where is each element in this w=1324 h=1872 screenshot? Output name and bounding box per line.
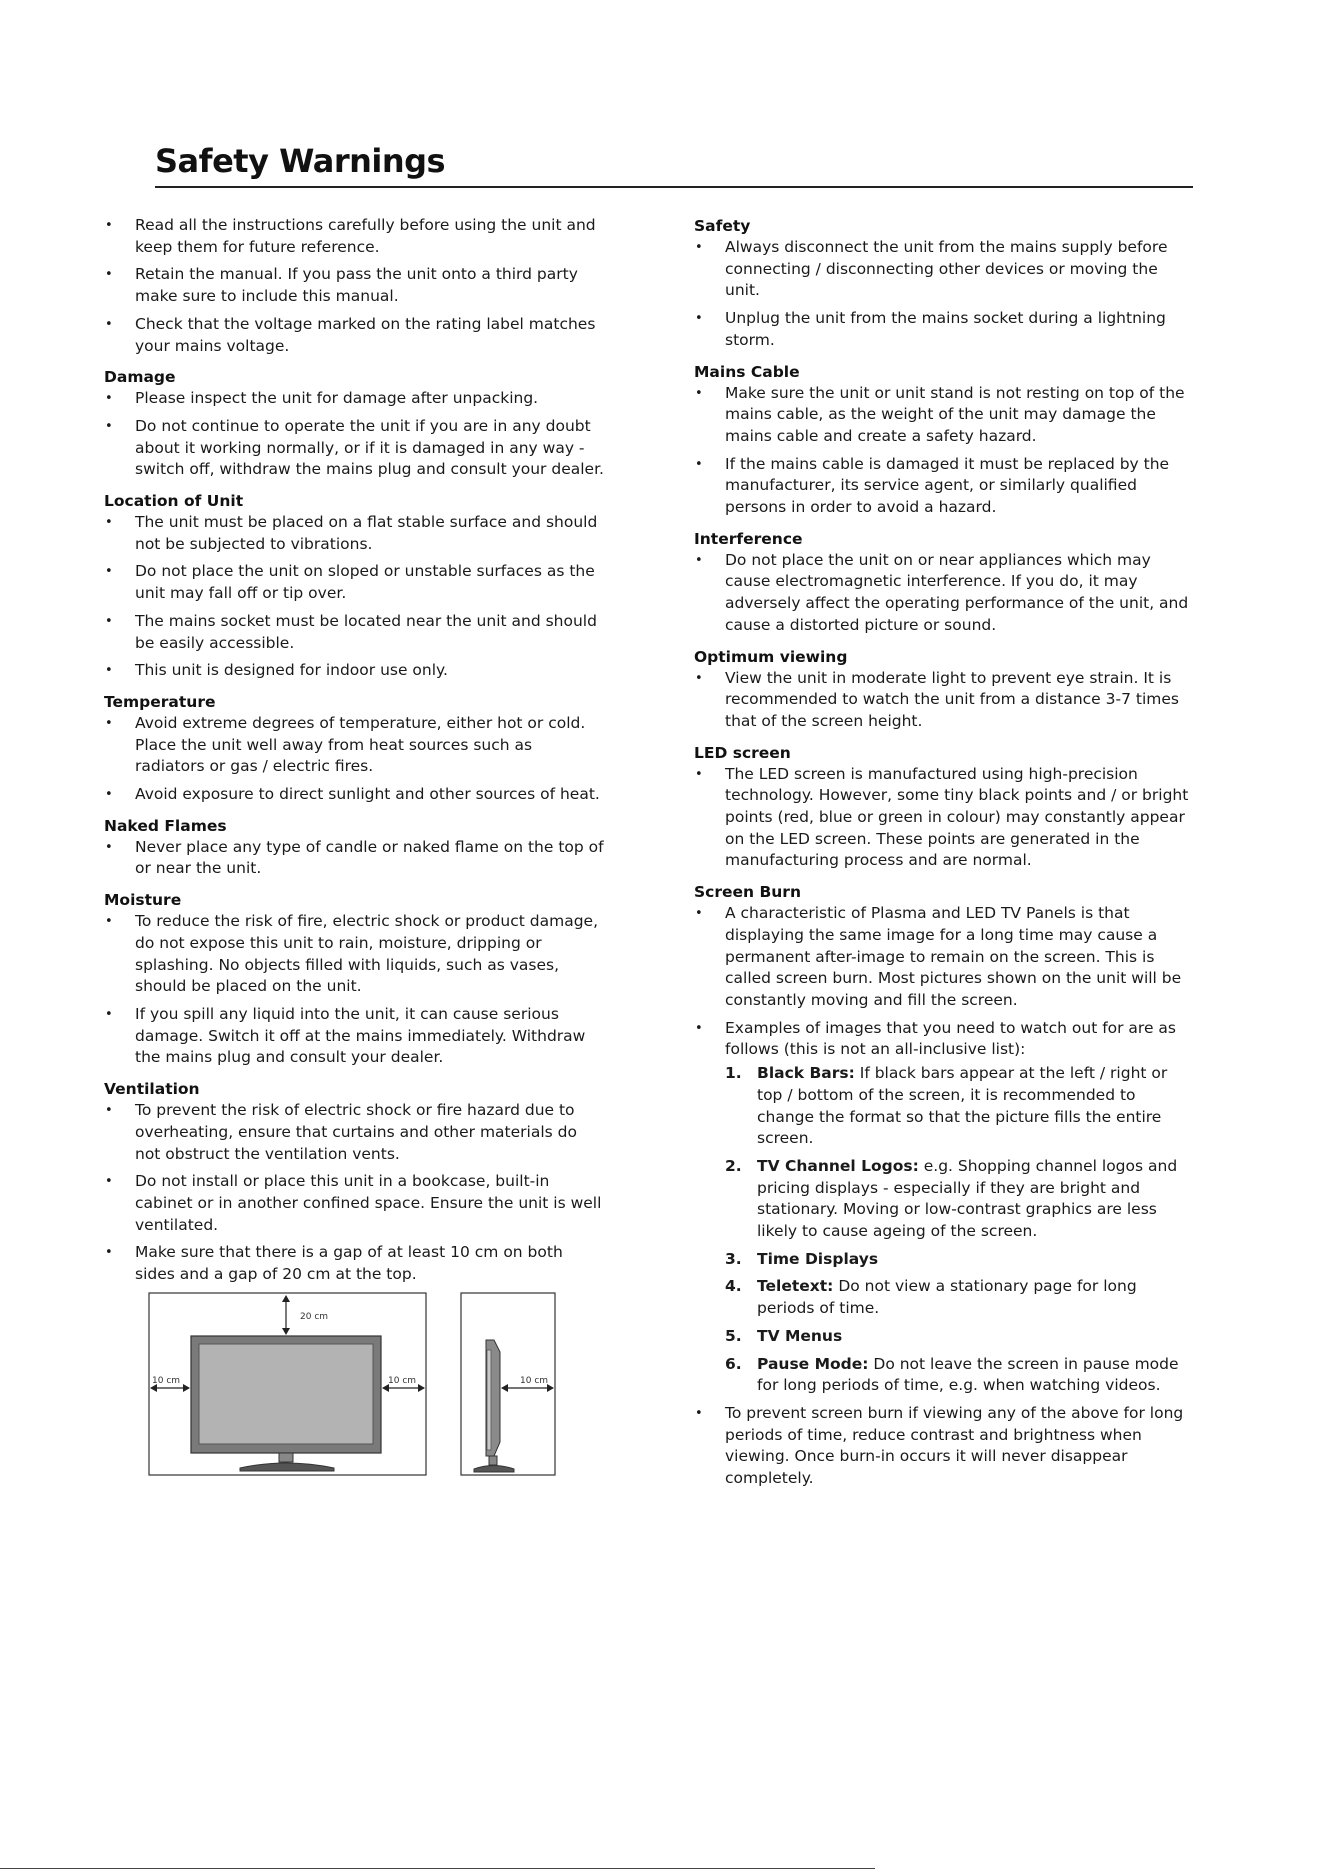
section-heading: Interference	[694, 529, 803, 548]
footer-divider	[0, 1868, 875, 1869]
list-item: • To reduce the risk of fire, electric shock or product damage, do not expose this unit to rain, moisture, dripping or splashing. No objects filled with liquids, such as vases, should be placed on the unit.	[104, 911, 604, 998]
list-item: • Make sure the unit or unit stand is not resting on top of the mains cable, as the weight of the unit may damage the mains cable and create a safety hazard.	[694, 383, 1196, 448]
list-item: • Make sure that there is a gap of at least 10 cm on both sides and a gap of 20 cm at the top.	[104, 1242, 604, 1285]
side-gap-label: 10 cm	[520, 1375, 549, 1386]
item-text: Do not view a stationary page for long periods of time.	[757, 1277, 1137, 1318]
section-heading: Mains Cable	[694, 362, 800, 381]
item-number: 6.	[725, 1354, 742, 1373]
list-item: • To prevent screen burn if viewing any of the above for long periods of time, reduce contrast and brightness when viewing. Once burn-in occurs it will never disappear completely.	[694, 1403, 1196, 1490]
right-gap-arrowhead-right	[418, 1384, 425, 1392]
ventilation-diagram-drawing	[148, 1292, 568, 1476]
section-heading: Location of Unit	[104, 492, 244, 511]
tv-screen	[199, 1344, 373, 1444]
section-heading: Ventilation	[104, 1080, 200, 1099]
moisture-section	[104, 889, 604, 1069]
section-heading: Naked Flames	[104, 816, 227, 835]
item-term: Pause Mode:	[757, 1354, 869, 1373]
list-item: • Retain the manual. If you pass the unit onto a third party make sure to include this manual.	[104, 264, 604, 307]
right-gap-label: 10 cm	[388, 1375, 417, 1386]
numbered-item	[725, 1063, 1196, 1150]
list-item: • The LED screen is manufactured using high-precision technology. However, some tiny black points and / or bright points (red, blue or green in colour) may constantly appear on the LED screen. These points are generated in the manufacturing process and are normal.	[694, 764, 1196, 873]
examples-list	[725, 1063, 1196, 1397]
ventilation-diagram	[148, 1292, 568, 1476]
list-item: • Do not install or place this unit in a bookcase, built-in cabinet or in another confined space. Ensure the unit is well ventilated.	[104, 1171, 604, 1236]
item-term: TV Menus	[757, 1326, 843, 1345]
list-item: • Please inspect the unit for damage after unpacking.	[104, 388, 604, 410]
screen-burn-section	[694, 881, 1196, 1490]
numbered-item	[725, 1354, 1196, 1397]
ventilation-section	[104, 1078, 604, 1476]
section-heading: Screen Burn	[694, 883, 801, 902]
led-screen-section	[694, 742, 1196, 873]
list-item	[694, 1018, 1196, 1397]
mains-cable-section	[694, 361, 1196, 519]
top-gap-arrowhead-up	[282, 1295, 290, 1302]
temperature-section	[104, 691, 604, 806]
interference-section	[694, 528, 1196, 637]
list-item: • The unit must be placed on a flat stable surface and should not be subjected to vibrations.	[104, 512, 604, 555]
safety-section	[694, 215, 1196, 352]
top-gap-label: 20 cm	[300, 1311, 329, 1322]
list-item: • Check that the voltage marked on the rating label matches your mains voltage.	[104, 314, 604, 357]
list-item: • View the unit in moderate light to prevent eye strain. It is recommended to watch the unit from a distance 3-7 times that of the screen height.	[694, 668, 1196, 733]
item-number: 2.	[725, 1156, 742, 1175]
optimum-viewing-section	[694, 646, 1196, 733]
naked-flames-section	[104, 815, 604, 880]
right-column	[694, 215, 1196, 1496]
item-term: TV Channel Logos:	[757, 1156, 919, 1175]
list-item: • Do not place the unit on sloped or unstable surfaces as the unit may fall off or tip over.	[104, 561, 604, 604]
item-number: 3.	[725, 1249, 742, 1268]
side-gap-arrowhead-left	[501, 1384, 508, 1392]
section-heading: Optimum viewing	[694, 647, 848, 666]
top-gap-arrowhead-down	[282, 1328, 290, 1335]
tv-side-screen	[487, 1350, 491, 1450]
item-text: e.g. Shopping channel logos and pricing displays - especially if they are bright and stationary. Moving or low-contrast graphics are less likely to cause ageing of the screen.	[757, 1156, 1178, 1241]
item-term: Time Displays	[757, 1249, 879, 1268]
list-item: • Do not continue to operate the unit if you are in any doubt about it working normally, or if it is damaged in any way - switch off, withdraw the mains plug and consult your dealer.	[104, 416, 604, 481]
list-item: • Do not place the unit on or near appliances which may cause electromagnetic interference. If you do, it may adversely affect the operating performance of the unit, and cause a distorted picture or sound.	[694, 550, 1196, 637]
item-term: Teletext:	[757, 1277, 834, 1296]
item-text: Do not leave the screen in pause mode for long periods of time, e.g. when watching videos.	[757, 1354, 1179, 1395]
list-item: • Avoid extreme degrees of temperature, either hot or cold. Place the unit well away from heat sources such as radiators or gas / electric fires.	[104, 713, 604, 778]
section-heading: Damage	[104, 368, 176, 387]
list-item: • The mains socket must be located near the unit and should be easily accessible.	[104, 611, 604, 654]
tv-side-stand	[489, 1456, 497, 1465]
numbered-item	[725, 1276, 1196, 1319]
tv-stand-base	[240, 1463, 334, 1471]
list-item: • A characteristic of Plasma and LED TV Panels is that displaying the same image for a long time may cause a permanent after-image to remain on the screen. This is called screen burn. Most pictures shown on the unit will be constantly moving and fill the screen.	[694, 903, 1196, 1012]
list-item: • Read all the instructions carefully before using the unit and keep them for future reference.	[104, 215, 604, 258]
section-heading: Temperature	[104, 692, 216, 711]
numbered-item	[725, 1249, 1196, 1271]
list-item-text: Examples of images that you need to watch out for are as follows (this is not an all-inclusive list):	[725, 1018, 1176, 1059]
location-section	[104, 490, 604, 682]
left-gap-arrowhead-right	[183, 1384, 190, 1392]
list-item: • Unplug the unit from the mains socket during a lightning storm.	[694, 308, 1196, 351]
list-item: • This unit is designed for indoor use only.	[104, 660, 604, 682]
title-divider	[155, 186, 1193, 188]
item-term: Black Bars:	[757, 1064, 855, 1083]
page-title: Safety Warnings	[155, 142, 446, 180]
item-number: 4.	[725, 1277, 742, 1296]
section-heading: Moisture	[104, 891, 182, 910]
item-number: 5.	[725, 1326, 742, 1345]
numbered-item	[725, 1156, 1196, 1243]
list-item: • If the mains cable is damaged it must be replaced by the manufacturer, its service agent, or similarly qualified persons in order to avoid a hazard.	[694, 454, 1196, 519]
side-gap-arrowhead-right	[547, 1384, 554, 1392]
list-item: • To prevent the risk of electric shock or fire hazard due to overheating, ensure that curtains and other materials do not obstruct the ventilation vents.	[104, 1100, 604, 1165]
section-heading: LED screen	[694, 743, 791, 762]
item-number: 1.	[725, 1064, 742, 1083]
list-item: • Avoid exposure to direct sunlight and other sources of heat.	[104, 784, 604, 806]
left-column	[104, 215, 604, 1476]
intro-section	[104, 215, 604, 357]
list-item: • Always disconnect the unit from the mains supply before connecting / disconnecting other devices or moving the unit.	[694, 237, 1196, 302]
list-item: • If you spill any liquid into the unit, it can cause serious damage. Switch it off at the mains immediately. Withdraw the mains plug and consult your dealer.	[104, 1004, 604, 1069]
item-text: If black bars appear at the left / right or top / bottom of the screen, it is recommended to change the format so that the picture fills the entire screen.	[757, 1064, 1168, 1148]
tv-side-base	[474, 1465, 514, 1472]
list-item: • Never place any type of candle or naked flame on the top of or near the unit.	[104, 837, 604, 880]
left-gap-label: 10 cm	[152, 1375, 181, 1386]
tv-stand-neck	[279, 1453, 293, 1462]
damage-section	[104, 366, 604, 481]
numbered-item	[725, 1326, 1196, 1348]
section-heading: Safety	[694, 217, 751, 235]
